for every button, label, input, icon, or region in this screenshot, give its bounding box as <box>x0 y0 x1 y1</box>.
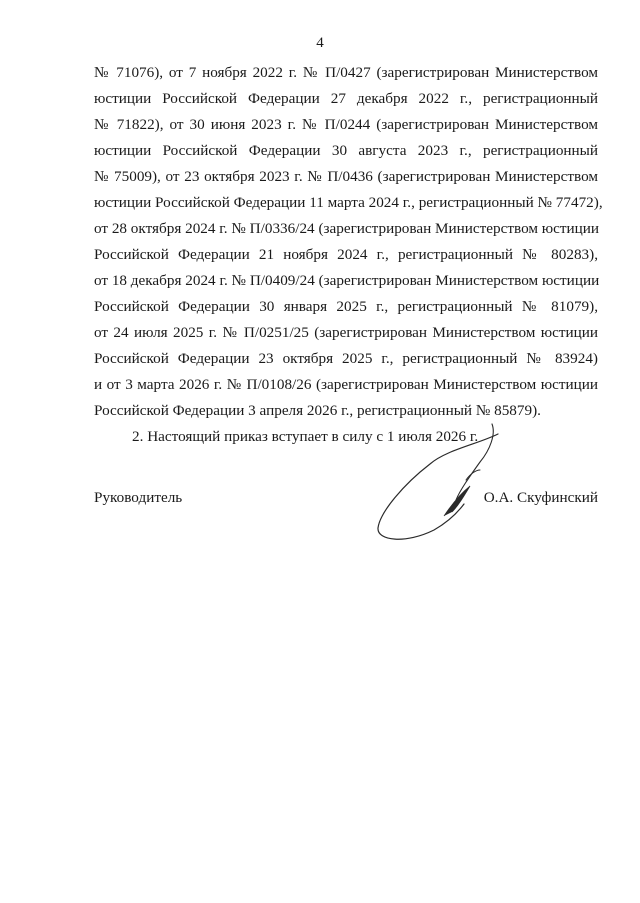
text-line: юстиции Российской Федерации 27 декабря 2022 г., регистрационный <box>94 90 598 107</box>
text-line: от 24 июля 2025 г. № П/0251/25 (зарегистрирован Министерством юстиции <box>94 324 598 341</box>
text-line: Российской Федерации 23 октября 2025 г., регистрационный № 83924) <box>94 350 598 367</box>
paragraph-amendments-list <box>94 60 603 424</box>
text-line: юстиции Российской Федерации 11 марта 2024 г., регистрационный № 77472), <box>94 194 603 211</box>
text-line: от 28 октября 2024 г. № П/0336/24 (зарегистрирован Министерством юстиции <box>94 220 600 237</box>
text-line: Российской Федерации 21 ноября 2024 г., регистрационный № 80283), <box>94 246 598 263</box>
text-line: Российской Федерации 3 апреля 2026 г., регистрационный № 85879). <box>94 402 541 419</box>
page-number: 4 <box>316 35 324 51</box>
signer-role: Руководитель <box>94 489 183 506</box>
paragraph-effective-date: 2. Настоящий приказ вступает в силу с 1 июля 2026 г. <box>132 428 479 445</box>
text-line: № 71822), от 30 июня 2023 г. № П/0244 (зарегистрирован Министерством <box>94 116 598 133</box>
text-line: и от 3 марта 2026 г. № П/0108/26 (зарегистрирован Министерством юстиции <box>94 376 598 393</box>
text-line: № 71076), от 7 ноября 2022 г. № П/0427 (зарегистрирован Министерством <box>94 64 598 81</box>
text-line: от 18 декабря 2024 г. № П/0409/24 (зарегистрирован Министерством юстиции <box>94 272 600 289</box>
text-line: № 75009), от 23 октября 2023 г. № П/0436 (зарегистрирован Министерством <box>94 168 598 185</box>
text-line: юстиции Российской Федерации 30 августа 2023 г., регистрационный <box>94 142 598 159</box>
signer-name: О.А. Скуфинский <box>483 489 598 506</box>
text-line: Российской Федерации 30 января 2025 г., регистрационный № 81079), <box>94 298 598 315</box>
